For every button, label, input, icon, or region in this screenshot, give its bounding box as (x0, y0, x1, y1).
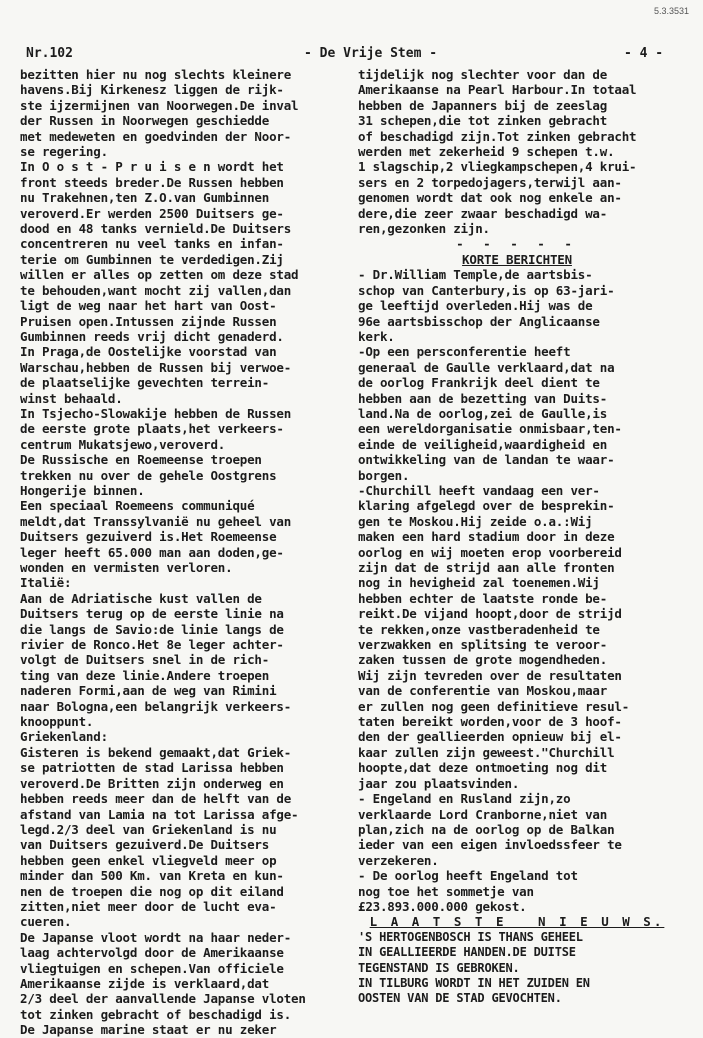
paper-title: - De Vrije Stem - (304, 46, 438, 61)
news-item-cranborne: - Engeland en Rusland zijn,zo verklaarde Lord Cranborne,niet van plan,zich na de oorlog op de Balkan ieder van een eigen invloedssfeer te verzekeren. (358, 791, 622, 868)
issue-number: Nr.102 (26, 46, 73, 61)
paragraph-italy: Italië: Aan de Adriatische kust vallen de Duitsers terug op de eerste linie na die langs de Savio:de linie langs de rivier de Ronco.Het 8e leger achter- volgt de Duitsers snel in de rich- ting van deze linie.Andere troepen naderen Formi,aan de weg van Rimini naar Bologna,een belangrijk verkeers- knooppunt. (20, 575, 292, 730)
paragraph-greece: Griekenland: Gisteren is bekend gemaakt,dat Griek- se patriotten de stad Larissa hebben veroverd.De Britten zijn onderweg en hebben reeds meer dan de helft van de afstand van Lamia na tot Larissa afge- legd.2/3 deel van Griekenland is nu van Duitsers gezuiverd.De Duitsers hebben geen enkel vliegveld meer op minder dan 500 Km. van Kreta en kun- nen de troepen die nog op dit eiland zitten,niet meer door de lucht eva- cueren. (20, 729, 299, 930)
korte-berichten-title: KORTE BERICHTEN (462, 251, 572, 267)
latest-item-hertogenbosch: 'S HERTOGENBOSCH IS THANS GEHEEL IN GEALLIEERDE HANDEN.DE DUITSE TEGENSTAND IS GEBROKEN. (358, 929, 583, 975)
news-item-de-gaulle: -Op een persconferentie heeft generaal de Gaulle verklaard,dat na de oorlog Frankrijk deel dient te hebben aan de bezetting van Duits- land.Na de oorlog,zei de Gaulle,is een wereldorganisatie onmisbaar,ten- einde de veiligheid,waardigheid en ontwikkeling van de landan te waar- borgen. (358, 344, 622, 483)
korte-berichten-heading (358, 252, 676, 267)
left-column (20, 67, 350, 1038)
archive-number: 5.3.3531 (653, 6, 689, 16)
paragraph-czechoslovakia: In Tsjecho-Slowakije hebben de Russen de eerste grote plaats,het verkeers- centrum Mukatsjewo,veroverd. (20, 405, 292, 452)
paragraph-praga: In Praga,de Oostelijke voorstad van Warschau,hebben de Russen bij verwoe- de plaatselijke gevechten terrein- winst behaald. (20, 344, 292, 406)
laatste-nieuws-heading (358, 914, 676, 929)
paragraph-romania: Een speciaal Roemeens communiqué meldt,dat Transsylvanië nu geheel van Duitsers gezuiverd is.Het Roemeense leger heeft 65.000 man aan doden,ge- wonden en vermisten verloren. (20, 498, 292, 575)
section-divider: - - - - - (456, 236, 578, 252)
paragraph-east-prussia: In O o s t - P r u i s e n wordt het front steeds breder.De Russen hebben nu Trakehnen,ten Z.O.van Gumbinnen veroverd.Er werden 2500 Duitsers ge- dood en 48 tanks vernield.De Duitsers concentreren nu veel tanks en infan- terie om Gumbinnen te verdedigen.Zij willen er alles op zetten om deze stad te behouden,want mocht zij vallen,dan ligt de weg naar het hart van Oost- Pruisen open.Intussen zijnde Russen Gumbinnen reeds vrij dicht genaderd. (20, 159, 299, 344)
paragraph-japan-fleet: De Japanse vloot wordt na haar neder- laag achtervolgd door de Amerikaanse vliegtuigen en schepen.Van officiele Amerikaanse zijde is verklaard,dat 2/3 deel der aanvallende Japanse vloten tot zinken gebracht of beschadigd is. De Japanse marine staat er nu zeker (20, 929, 306, 1038)
laatste-nieuws-title: L A A T S T E N I E U W S. (369, 914, 665, 930)
paragraph-japan-continued: tijdelijk nog slechter voor dan de Amerikaanse na Pearl Harbour.In totaal hebben de Japanners bij de zeeslag 31 schepen,die tot zinken gebracht of beschadigd zijn.Tot zinken gebracht werden met zekerheid 9 schepen t.w. 1 slagschip,2 vliegkampschepen,4 krui- sers en 2 torpedojagers,terwijl aan- genomen wordt dat ook nog enkele an- dere,die zeer zwaar beschadigd wa- ren,gezonken zijn. (358, 67, 637, 237)
news-item-temple: - Dr.William Temple,de aartsbis- schop van Canterbury,is op 63-jari- ge leeftijd overleden.Hij was de 96e aartsbisschop der Anglicaanse kerk. (358, 267, 615, 344)
page-header (26, 46, 666, 66)
right-column (358, 67, 676, 1007)
paragraph-hungary: De Russische en Roemeense troepen trekken nu over de gehele Oostgrens Hongerije binnen. (20, 452, 277, 498)
paragraph-norway: bezitten hier nu nog slechts kleinere havens.Bij Kirkenesz liggen de rijk- ste ijzermijnen van Noorwegen.De inval der Russen in Noorwegen geschiedde met medeweten en goedvinden der Noor- se regering. (20, 67, 299, 160)
news-item-churchill: -Churchill heeft vandaag een ver- klaring afgelegd over de besprekin- gen te Moskou.Hij zeide o.a.:Wij maken een hard stadium door in deze oorlog en wij moeten erop voorbereid zijn dat de strijd aan alle fronten nog in hevigheid zal toenemen.Wij hebben echter de laatste ronde be- reikt.De vijand hoopt,door de strijd te rekken,onze vastberadenheid te verzwakken en splitsing te veroor- zaken tussen de grote mogendheden. Wij zijn tevreden over de resultaten van de conferentie van Moskou,maar er zullen nog geen definitieve resul- taten bereikt worden,voor de 3 hoof- den der geallieerden opnieuw bij el- kaar zullen zijn geweest."Churchill hoopte,dat deze ontmoeting nog dit jaar zou plaatsvinden. (358, 482, 630, 791)
latest-item-tilburg: IN TILBURG WORDT IN HET ZUIDEN EN OOSTEN VAN DE STAD GEVOCHTEN. (358, 975, 590, 1006)
news-item-war-cost: - De oorlog heeft Engeland tot nog toe het sommetje van £23.893.000.000 gekost. (358, 868, 578, 914)
page-number: - 4 - (624, 46, 664, 61)
